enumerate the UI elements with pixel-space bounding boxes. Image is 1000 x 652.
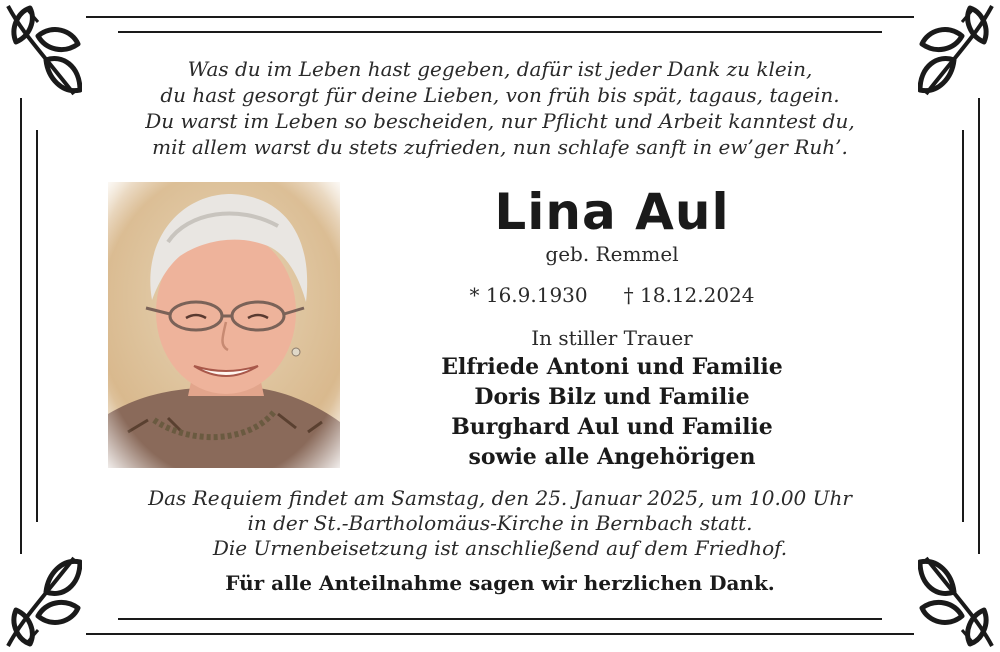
- leaf-ornament-icon: [2, 2, 82, 98]
- birth-date: * 16.9.1930: [469, 283, 588, 307]
- memorial-poem: [100, 56, 900, 160]
- poem-line: mit allem warst du stets zufrieden, nun schlafe sanft in ew’ger Ruh’.: [152, 135, 848, 159]
- leaf-ornament-icon: [2, 554, 82, 650]
- poem-line: Was du im Leben hast gegeben, dafür ist jeder Dank zu klein,: [187, 57, 813, 81]
- closing-thanks: Für alle Anteilnahme sagen wir herzlichen Dank.: [225, 571, 775, 595]
- poem-line: Du warst im Leben so bescheiden, nur Pflicht und Arbeit kanntest du,: [145, 109, 855, 133]
- service-line: Das Requiem findet am Samstag, den 25. Januar 2025, um 10.00 Uhr: [148, 486, 852, 510]
- mourner-list: [392, 352, 832, 472]
- leaf-ornament-icon: [918, 554, 998, 650]
- poem-line: du hast gesorgt für deine Lieben, von früh bis spät, tagaus, tagein.: [160, 83, 840, 107]
- mourner-name: Elfriede Antoni und Familie: [441, 354, 783, 380]
- portrait-photo: [108, 182, 340, 468]
- frame-bottom-line-outer: [86, 633, 914, 635]
- frame-right-line-inner: [962, 130, 964, 522]
- life-dates: [392, 280, 832, 310]
- mourner-name: sowie alle Angehörigen: [468, 444, 756, 470]
- death-date: † 18.12.2024: [623, 283, 755, 307]
- deceased-info: [392, 182, 832, 472]
- mourner-name: Burghard Aul und Familie: [451, 414, 773, 440]
- frame-left-line-inner: [36, 130, 38, 522]
- mourning-intro: In stiller Trauer: [531, 326, 693, 350]
- service-line: in der St.-Bartholomäus-Kirche in Bernbach statt.: [247, 511, 753, 535]
- maiden-name: geb. Remmel: [545, 242, 679, 266]
- frame-right-line-outer: [978, 98, 980, 554]
- frame-bottom-line-inner: [118, 618, 882, 620]
- deceased-name: Lina Aul: [494, 183, 730, 241]
- service-line: Die Urnenbeisetzung ist anschließend auf dem Friedhof.: [212, 536, 788, 560]
- frame-top-line-inner: [118, 31, 882, 33]
- leaf-ornament-icon: [918, 2, 998, 98]
- frame-left-line-outer: [20, 98, 22, 554]
- mourner-name: Doris Bilz und Familie: [474, 384, 750, 410]
- service-details: [100, 486, 900, 561]
- frame-top-line-outer: [86, 16, 914, 18]
